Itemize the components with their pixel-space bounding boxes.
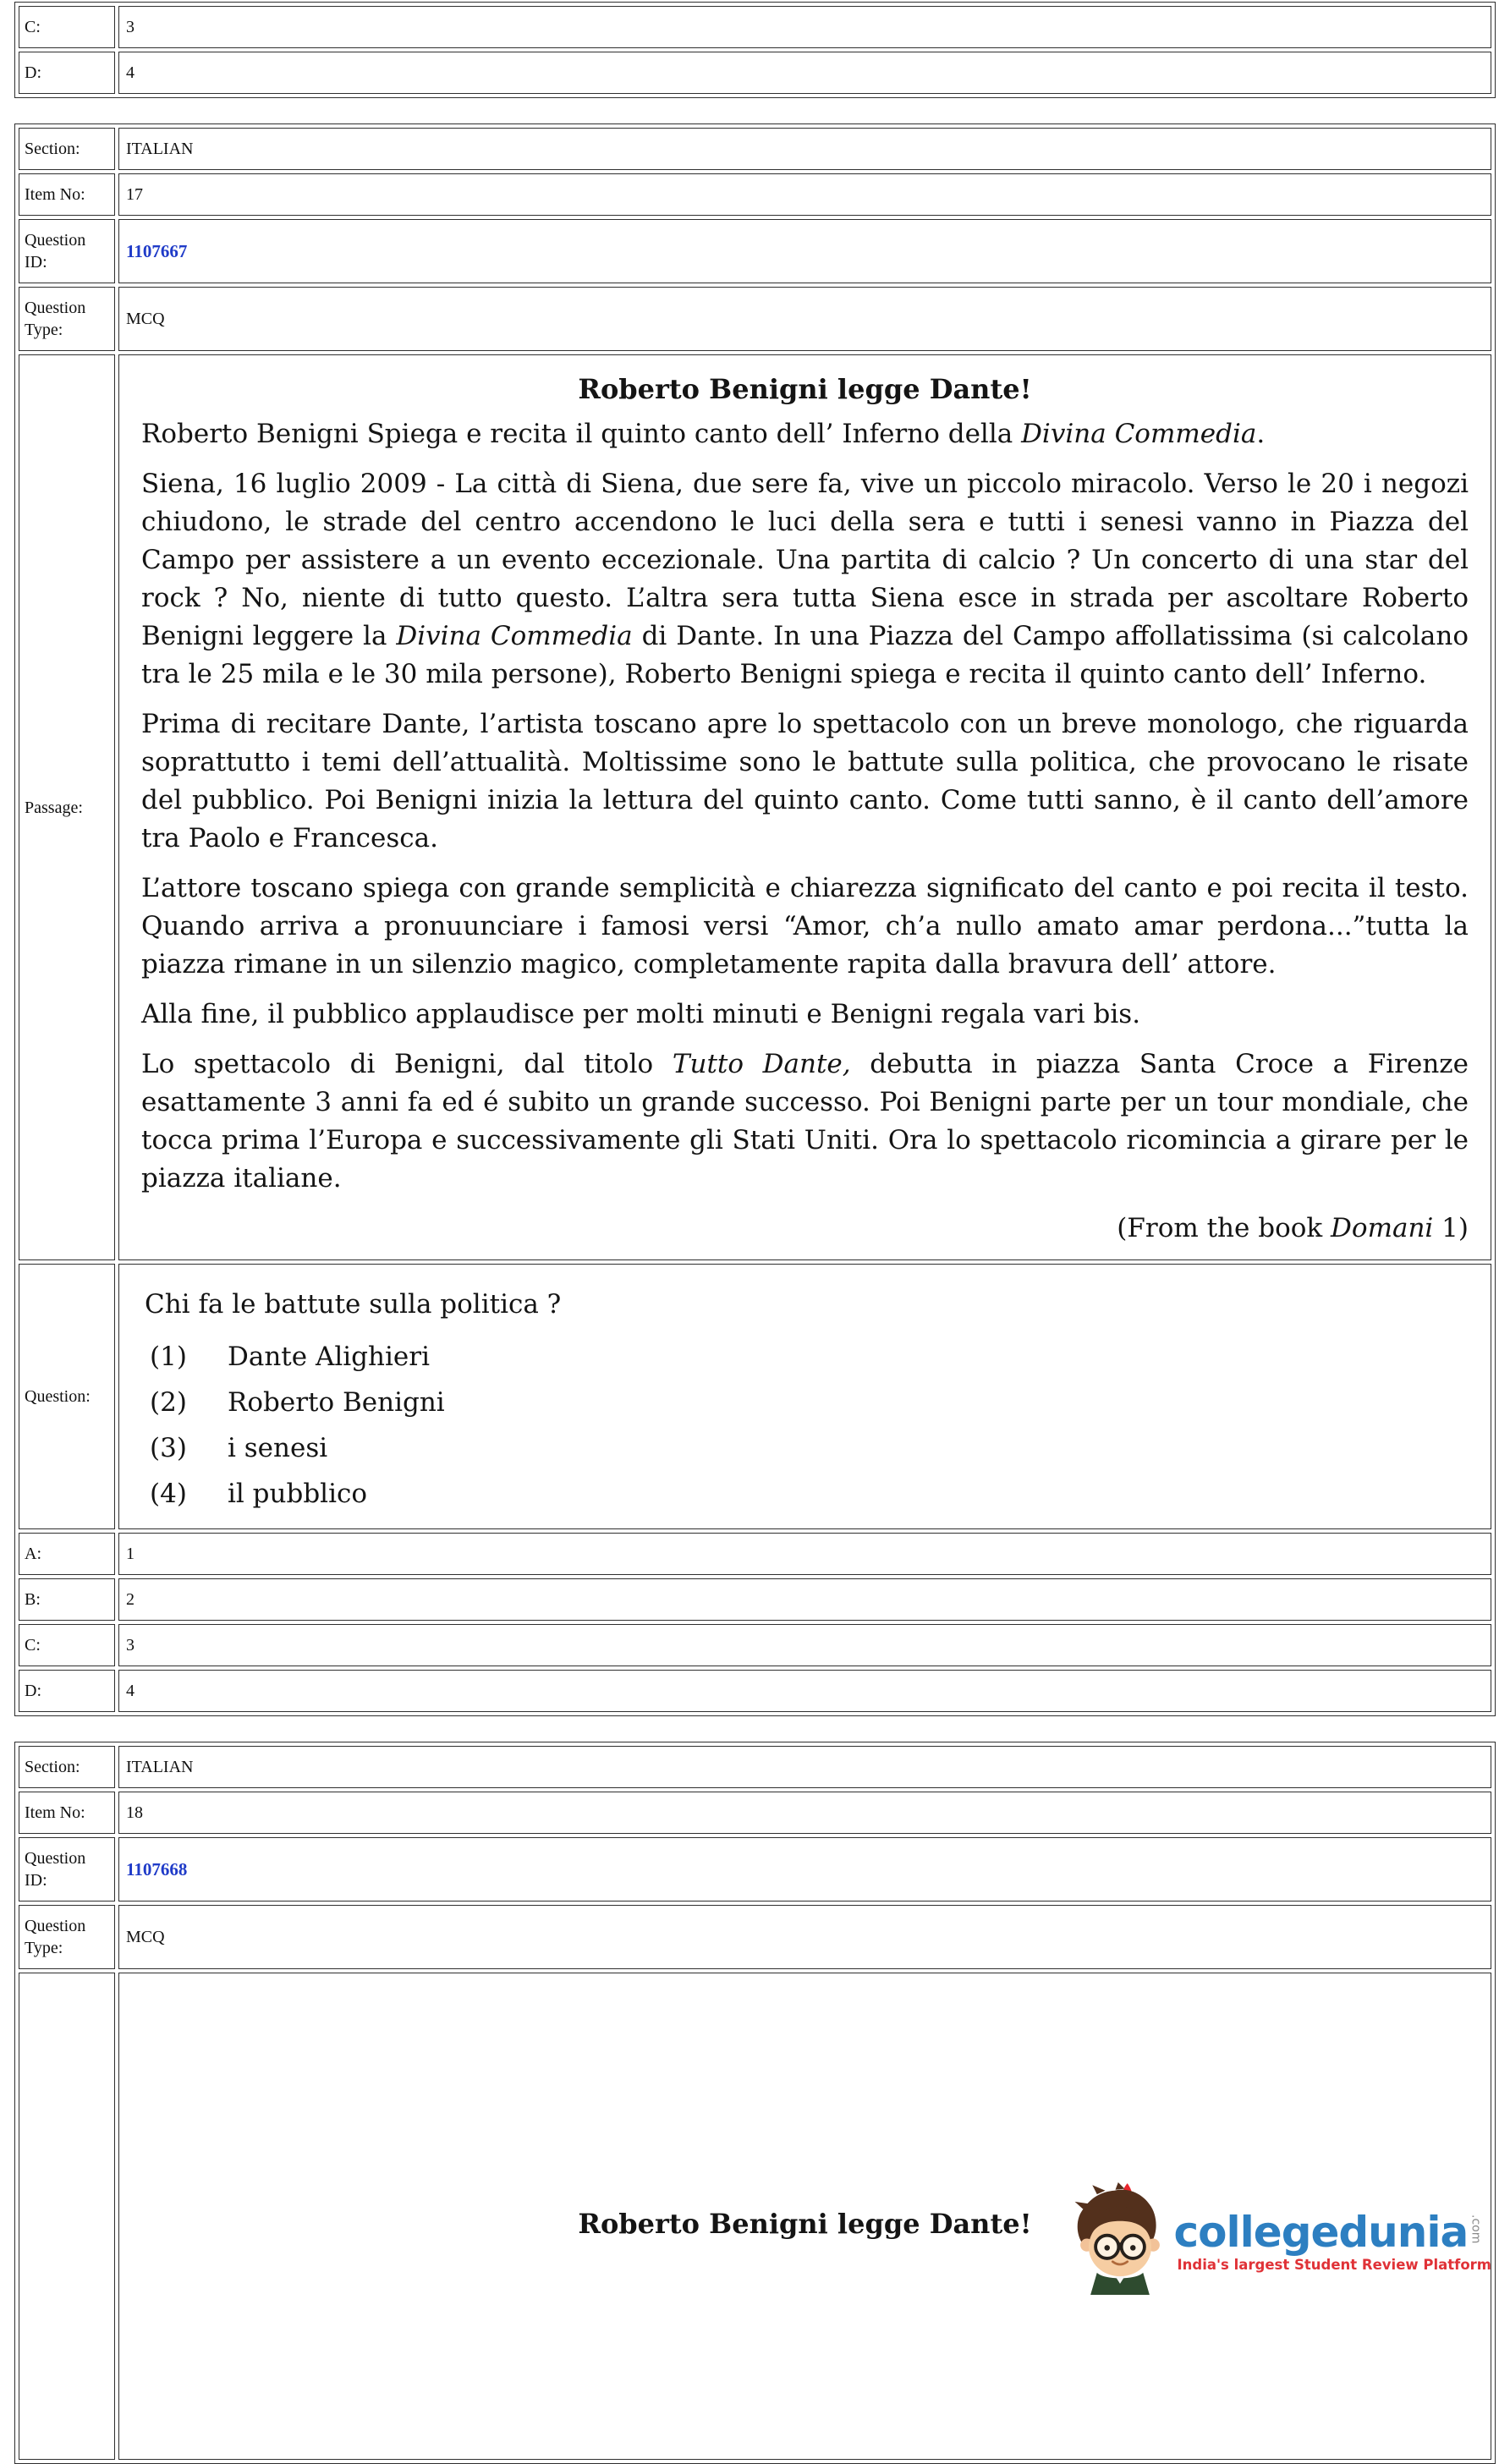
passage-title: Roberto Benigni legge Dante! xyxy=(578,373,1032,405)
question-option xyxy=(150,1380,1469,1425)
meta-row-value: MCQ xyxy=(118,287,1491,351)
exam-page xyxy=(0,2,1510,2464)
passage-paragraph: Alla fine, il pubblico applaudisce per molti minuti e Benigni regala vari bis. xyxy=(141,999,1141,1029)
previous-question-answer-table xyxy=(14,2,1496,98)
answer-key-row-value: 1 xyxy=(118,1533,1491,1575)
question-option xyxy=(150,1425,1469,1471)
answer-key-row-value: 3 xyxy=(118,1624,1491,1666)
meta-row xyxy=(19,1905,1491,1969)
logo-tagline: India's largest Student Review Platform xyxy=(1177,2256,1491,2273)
meta-row-label: Item No: xyxy=(19,1792,115,1834)
meta-row-label: Item No: xyxy=(19,173,115,216)
question-id-link[interactable]: 1107668 xyxy=(126,1858,188,1880)
meta-row-label: Question Type: xyxy=(19,287,115,351)
meta-row-value xyxy=(118,219,1491,283)
passage-label xyxy=(19,1973,115,2460)
option-text: Dante Alighieri xyxy=(228,1342,430,1372)
option-number: (3) xyxy=(150,1433,187,1463)
logo-domain-suffix: .com xyxy=(1469,2214,1483,2243)
passage-paragraph: Prima di recitare Dante, l’artista toscano apre lo spettacolo con un breve monologo, che riguarda soprattutto i temi dell’attualità. Moltissime sono le battute sulla politica, che provocano le risate del pubblico. Poi Benigni inizia la lettura del quinto canto. Come tutti sanno, è il canto dell’amore tra Paolo e Francesca. xyxy=(141,709,1469,853)
meta-row-label: Question Type: xyxy=(19,1905,115,1969)
passage-paragraphs xyxy=(141,415,1469,1248)
option-text: Roberto Benigni xyxy=(228,1387,445,1418)
option-number: (1) xyxy=(150,1342,187,1372)
collegedunia-mascot-icon xyxy=(1069,2182,1171,2299)
answer-key-row-label: C: xyxy=(19,6,115,48)
meta-row-label: Question ID: xyxy=(19,219,115,283)
meta-row-value: 18 xyxy=(118,1792,1491,1834)
meta-row xyxy=(19,1837,1491,1902)
question-18-table xyxy=(14,1742,1496,2464)
passage-row xyxy=(19,354,1491,1260)
question-row xyxy=(19,1264,1491,1529)
meta-row-label: Section: xyxy=(19,1746,115,1788)
option-number: (2) xyxy=(150,1387,187,1418)
meta-row-label: Section: xyxy=(19,128,115,170)
passage-paragraph: L’attore toscano spiega con grande semplicità e chiarezza significato del canto e poi recita il testo. Quando arriva a pronuunciare i famosi versi “Amor, ch’a nullo amato amar perdona...”tutta la piazza rimane in un silenzio magico, completamente rapita dalla bravura dell’ attore. xyxy=(141,873,1469,980)
passage-title: Roberto Benigni legge Dante! xyxy=(578,2207,1032,2240)
meta-row xyxy=(19,173,1491,216)
passage-paragraph: Lo spettacolo di Benigni, dal titolo Tutto Dante, debutta in piazza Santa Croce a Firenze esattamente 3 anni fa ed é subito un grande successo. Poi Benigni parte per un tour mondiale, che tocca prima l’Europa e successivamente gli Stati Uniti. Ora lo spettacolo ricomincia a girare per le piazza italiane. xyxy=(141,1049,1469,1194)
meta-row xyxy=(19,219,1491,283)
answer-key-row xyxy=(19,1670,1491,1712)
answer-key-row-label: B: xyxy=(19,1578,115,1621)
answer-key-row-label: C: xyxy=(19,1624,115,1666)
answer-key-row-value: 4 xyxy=(118,52,1491,94)
passage-attribution: (From the book Domani 1) xyxy=(1117,1213,1469,1243)
answer-key-row xyxy=(19,52,1491,94)
question-label: Question: xyxy=(19,1264,115,1529)
question-text: Chi fa le battute sulla politica ? xyxy=(145,1289,562,1320)
answer-key-row-label: A: xyxy=(19,1533,115,1575)
answer-key-row xyxy=(19,1533,1491,1575)
question-17-table xyxy=(14,123,1496,1716)
meta-row-label: Question ID: xyxy=(19,1837,115,1902)
question-cell xyxy=(118,1264,1491,1529)
option-text: i senesi xyxy=(228,1433,328,1463)
logo-text-block xyxy=(1174,2209,1491,2273)
passage-label: Passage: xyxy=(19,354,115,1260)
meta-row-value: 17 xyxy=(118,173,1491,216)
question-id-link[interactable]: 1107667 xyxy=(126,240,188,261)
answer-key-row xyxy=(19,1624,1491,1666)
meta-row xyxy=(19,1792,1491,1834)
answer-key-row xyxy=(19,1578,1491,1621)
option-number: (4) xyxy=(150,1479,187,1509)
answer-key-row-value: 2 xyxy=(118,1578,1491,1621)
answer-key-row-value: 4 xyxy=(118,1670,1491,1712)
answer-key-row xyxy=(19,6,1491,48)
answer-key-row-value: 3 xyxy=(118,6,1491,48)
meta-row-value: ITALIAN xyxy=(118,1746,1491,1788)
meta-row-value xyxy=(118,1837,1491,1902)
logo-wordmark: collegedunia xyxy=(1173,2207,1469,2257)
passage-paragraph: Siena, 16 luglio 2009 - La città di Siena, due sere fa, vive un piccolo miracolo. Verso le 20 i negozi chiudono, le strade del centro accendono le luci della sera e tutti i senesi vanno in Piazza del Campo per assistere a un evento eccezionale. Una partita di calcio ? Un concerto di una star del rock ? No, niente di tutto questo. L’altra sera tutta Siena esce in strada per ascoltare Roberto Benigni leggere la Divina Commedia di Dante. In una Piazza del Campo affollatissima (si calcolano tra le 25 mila e le 30 mila persone), Roberto Benigni spiega e recita il quinto canto dell’ Inferno. xyxy=(141,469,1469,689)
passage-cell xyxy=(118,354,1491,1260)
question-option xyxy=(150,1471,1469,1517)
passage-paragraph: Roberto Benigni Spiega e recita il quinto canto dell’ Inferno della Divina Commedia. xyxy=(141,419,1266,449)
collegedunia-logo xyxy=(1069,2182,1491,2299)
meta-row xyxy=(19,128,1491,170)
question-options xyxy=(141,1334,1469,1517)
meta-row-value: ITALIAN xyxy=(118,128,1491,170)
answer-key-row-label: D: xyxy=(19,52,115,94)
meta-row-value: MCQ xyxy=(118,1905,1491,1969)
answer-key-row-label: D: xyxy=(19,1670,115,1712)
meta-row xyxy=(19,287,1491,351)
option-text: il pubblico xyxy=(228,1479,368,1509)
meta-row xyxy=(19,1746,1491,1788)
question-option xyxy=(150,1334,1469,1380)
